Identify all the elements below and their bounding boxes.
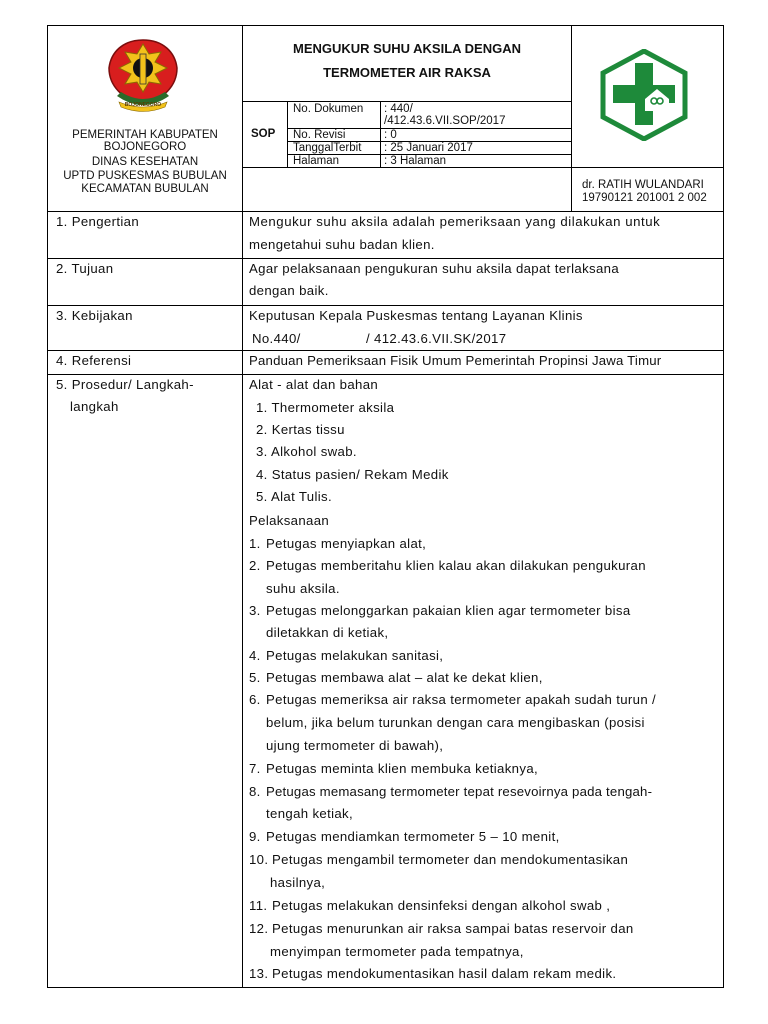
- alat-item: 4. Status pasien/ Rekam Medik: [256, 467, 449, 482]
- puskesmas-logo: [599, 49, 689, 141]
- org-line: BOJONEGORO: [103, 141, 187, 153]
- pengertian-text: Mengukur suhu aksila adalah pemeriksaan yang dilakukan untuk: [249, 214, 661, 229]
- step-number: 5.: [249, 670, 261, 685]
- step-number: 7.: [249, 761, 261, 776]
- step-number: 3.: [249, 603, 261, 618]
- meta-label: TanggalTerbit: [293, 142, 362, 154]
- section-label-pengertian: 1. Pengertian: [56, 214, 139, 229]
- tujuan-text: dengan baik.: [249, 283, 329, 298]
- step-text: diletakkan di ketiak,: [266, 625, 389, 640]
- meta-value: : 0: [384, 129, 397, 141]
- section-label-prosedur: 5. Prosedur/ Langkah-: [56, 377, 194, 392]
- step-text: menyimpan termometer pada tempatnya,: [270, 944, 524, 959]
- step-number: 4.: [249, 648, 261, 663]
- step-number: 12.: [249, 921, 269, 936]
- document-title: MENGUKUR SUHU AKSILA DENGAN: [293, 41, 521, 56]
- alat-item: 5. Alat Tulis.: [256, 489, 333, 504]
- step-text: Petugas memberitahu klien kalau akan dilakukan pengukuran: [266, 558, 646, 573]
- step-text: Petugas melakukan densinfeksi dengan alkohol swab ,: [272, 898, 611, 913]
- meta-value: : 25 Januari 2017: [384, 142, 473, 154]
- section-label-tujuan: 2. Tujuan: [56, 261, 114, 276]
- step-text: Petugas melakukan sanitasi,: [266, 648, 444, 663]
- org-line: KECAMATAN BUBULAN: [81, 183, 209, 195]
- org-line: DINAS KESEHATAN: [91, 156, 199, 168]
- alat-item: 2. Kertas tissu: [256, 422, 345, 437]
- step-number: 9.: [249, 829, 261, 844]
- step-number: 6.: [249, 692, 261, 707]
- section-label-referensi: 4. Referensi: [56, 353, 132, 368]
- meta-value: : 3 Halaman: [384, 155, 447, 167]
- referensi-text: Panduan Pemeriksaan Fisik Umum Pemerintah Propinsi Jawa Timur: [249, 353, 662, 368]
- sop-label: SOP: [251, 128, 276, 140]
- step-text: Petugas membawa alat – alat ke dekat klien,: [266, 670, 543, 685]
- step-number: 13.: [249, 966, 269, 981]
- document-title: TERMOMETER AIR RAKSA: [323, 65, 491, 80]
- step-text: Petugas memeriksa air raksa termometer apakah sudah turun /: [266, 692, 657, 707]
- kebijakan-text: No.440/: [252, 331, 301, 346]
- step-text: Petugas menurunkan air raksa sampai batas reservoir dan: [272, 921, 634, 936]
- step-text: Petugas memasang termometer tepat resevoirnya pada tengah-: [266, 784, 653, 799]
- section-label-prosedur: langkah: [70, 399, 119, 414]
- kebijakan-text: / 412.43.6.VII.SK/2017: [366, 331, 507, 346]
- step-text: Petugas mendokumentasikan hasil dalam rekam medik.: [272, 966, 617, 981]
- pengertian-text: mengetahui suhu badan klien.: [249, 237, 435, 252]
- kebijakan-text: Keputusan Kepala Puskesmas tentang Layanan Klinis: [249, 308, 583, 323]
- step-text: Petugas melonggarkan pakaian klien agar termometer bisa: [266, 603, 631, 618]
- tujuan-text: Agar pelaksanaan pengukuran suhu aksila dapat terlaksana: [249, 261, 620, 276]
- section-label-kebijakan: 3. Kebijakan: [56, 308, 133, 323]
- org-line: PEMERINTAH KABUPATEN: [72, 129, 218, 141]
- step-text: suhu aksila.: [266, 581, 340, 596]
- step-text: Petugas menyiapkan alat,: [266, 536, 427, 551]
- alat-heading: Alat - alat dan bahan: [249, 377, 379, 392]
- meta-value: /412.43.6.VII.SOP/2017: [384, 115, 506, 127]
- step-number: 1.: [249, 536, 261, 551]
- step-text: Petugas mendiamkan termometer 5 – 10 menit,: [266, 829, 560, 844]
- step-number: 8.: [249, 784, 261, 799]
- alat-item: 3. Alkohol swab.: [256, 444, 357, 459]
- signer-nip: 19790121 201001 2 002: [582, 192, 707, 204]
- pelaksanaan-heading: Pelaksanaan: [249, 513, 330, 528]
- logo-banner-text: BOJONEGORO: [124, 102, 162, 108]
- step-text: ujung termometer di bawah),: [266, 738, 444, 753]
- step-number: 11.: [249, 898, 268, 913]
- org-line: UPTD PUSKESMAS BUBULAN: [63, 170, 227, 182]
- step-text: Petugas mengambil termometer dan mendokumentasikan: [272, 852, 629, 867]
- alat-item: 1. Thermometer aksila: [256, 400, 395, 415]
- meta-label: No. Revisi: [293, 129, 346, 141]
- meta-label: Halaman: [293, 155, 340, 167]
- step-text: hasilnya,: [270, 875, 326, 890]
- step-text: belum, jika belum turunkan dengan cara mengibaskan (posisi: [266, 715, 645, 730]
- step-number: 2.: [249, 558, 261, 573]
- step-number: 10.: [249, 852, 269, 867]
- meta-label: No. Dokumen: [293, 103, 364, 115]
- meta-value: : 440/: [384, 103, 413, 115]
- step-text: tengah ketiak,: [266, 806, 354, 821]
- signer-name: dr. RATIH WULANDARI: [582, 179, 704, 191]
- step-text: Petugas meminta klien membuka ketiaknya,: [266, 761, 539, 776]
